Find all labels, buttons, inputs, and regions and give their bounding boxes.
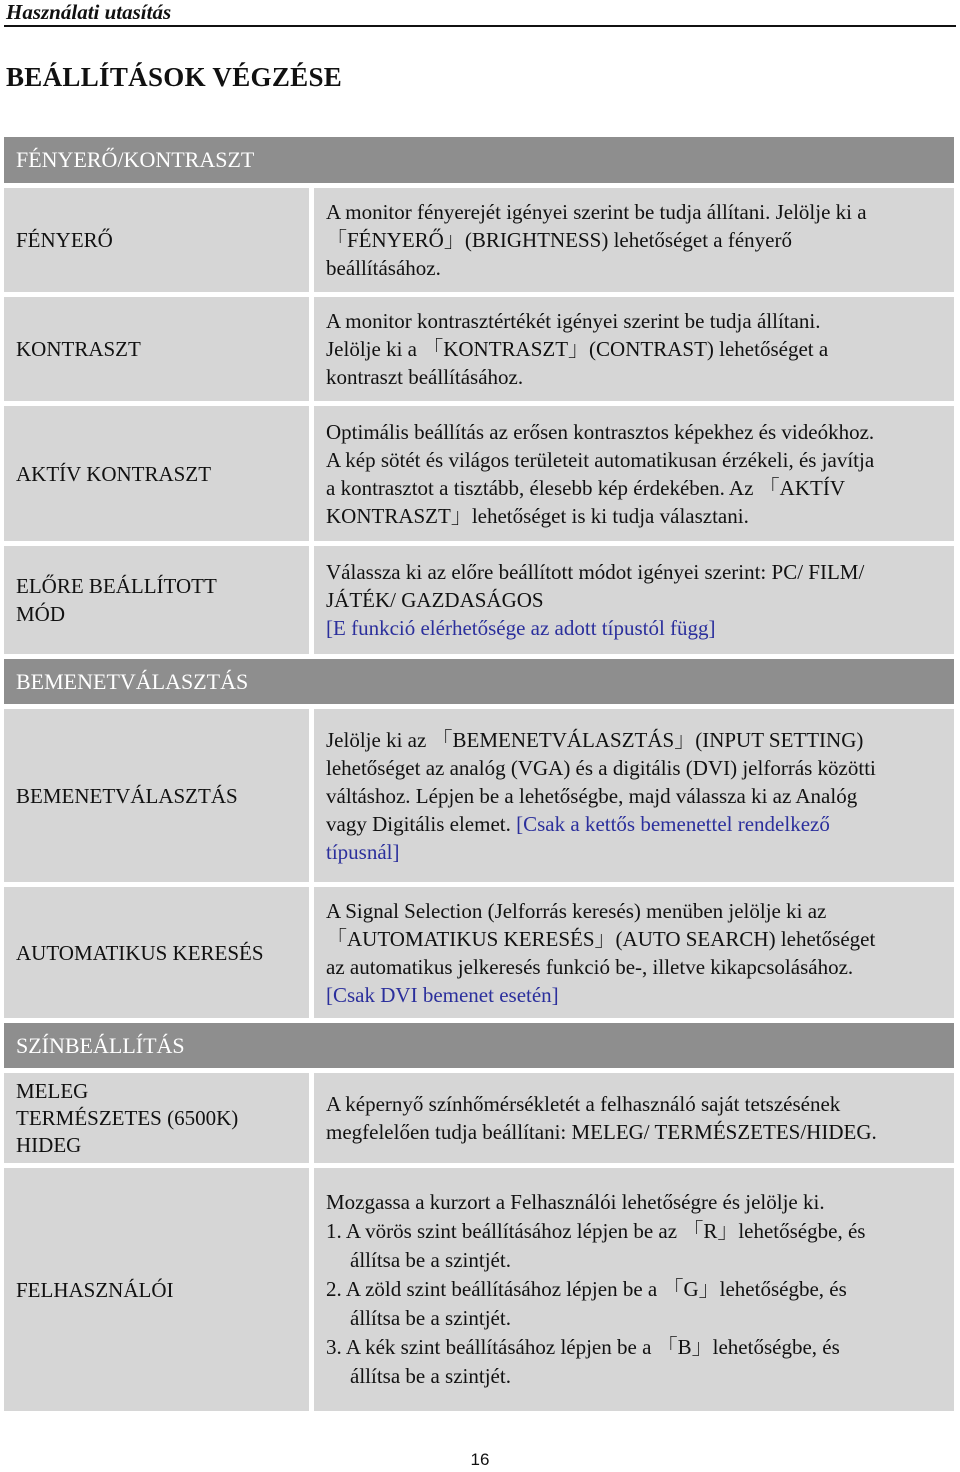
- row-label-color-temp: [4, 1073, 309, 1163]
- availability-note: [Csak a kettős bemenettel rendelkező: [516, 811, 830, 836]
- section-header-brightness-contrast: [4, 137, 954, 183]
- desc-line: Válassza ki az előre beállított módot igényei szerint: PC/ FILM/: [326, 560, 865, 584]
- page-title: BEÁLLÍTÁSOK VÉGZÉSE: [6, 62, 343, 92]
- row-label-text: AKTÍV KONTRASZT: [16, 461, 212, 486]
- desc-line: megfelelően tudja beállítani: MELEG/ TERMÉSZETES/HIDEG.: [326, 1120, 877, 1144]
- desc-line: kontraszt beállításához.: [326, 365, 524, 389]
- row-desc-auto-search: [314, 887, 954, 1018]
- desc-line: állítsa be a szintjét.: [350, 1248, 511, 1272]
- row-label-text: FÉNYERŐ: [16, 228, 113, 252]
- desc-line: váltáshoz. Lépjen be a lehetőségbe, majd válassza ki az Analóg: [326, 783, 858, 808]
- desc-line: állítsa be a szintjét.: [350, 1306, 511, 1330]
- row-desc-contrast: [314, 297, 954, 401]
- desc-line: 3. A kék szint beállításához lépjen be a 「B」lehetőségbe, és: [326, 1335, 840, 1359]
- desc-line: 「FÉNYERŐ」(BRIGHTNESS) lehetőséget a fényerő: [326, 228, 792, 252]
- desc-line: JÁTÉK/ GAZDASÁGOS: [326, 588, 544, 612]
- row-label-user: [4, 1168, 309, 1411]
- desc-line: a kontrasztot a tisztább, élesebb kép érdekében. Az 「AKTÍV: [326, 475, 845, 500]
- row-desc-brightness: [314, 188, 954, 292]
- row-label-text: HIDEG: [16, 1132, 82, 1157]
- desc-text: vagy Digitális elemet.: [326, 811, 517, 836]
- desc-line: az automatikus jelkeresés funkció be-, illetve kikapcsolásához.: [326, 954, 854, 979]
- row-label-text: KONTRASZT: [16, 337, 141, 361]
- desc-line: 2. A zöld szint beállításához lépjen be a 「G」lehetőségbe, és: [326, 1277, 847, 1301]
- row-label-input-select: [4, 709, 309, 882]
- desc-line: KONTRASZT」lehetőséget is ki tudja választani.: [326, 503, 749, 528]
- row-label-text: MELEG: [16, 1078, 89, 1103]
- desc-line: Optimális beállítás az erősen kontrasztos képekhez és videókhoz.: [326, 419, 875, 444]
- row-label-text: MÓD: [16, 602, 66, 626]
- row-desc-user: [314, 1168, 954, 1411]
- section-title: BEMENETVÁLASZTÁS: [16, 668, 249, 694]
- desc-line: 「AUTOMATIKUS KERESÉS」(AUTO SEARCH) lehetőséget: [326, 926, 876, 951]
- row-label-contrast: [4, 297, 309, 401]
- row-label-text: BEMENETVÁLASZTÁS: [16, 783, 238, 808]
- row-label-preset-mode: [4, 546, 309, 654]
- header-title: Használati utasítás: [6, 0, 172, 24]
- desc-line: A monitor kontrasztértékét igényei szerint be tudja állítani.: [326, 309, 821, 333]
- desc-line: lehetőséget az analóg (VGA) és a digitális (DVI) jelforrás közötti: [326, 755, 876, 780]
- availability-note: [Csak DVI bemenet esetén]: [326, 982, 559, 1007]
- desc-line: beállításához.: [326, 256, 441, 280]
- desc-line: Jelölje ki a 「KONTRASZT」(CONTRAST) lehetőséget a: [326, 337, 829, 361]
- page-number: 16: [470, 1450, 490, 1469]
- desc-line: A monitor fényerejét igényei szerint be tudja állítani. Jelölje ki a: [326, 200, 867, 224]
- row-label-text: TERMÉSZETES (6500K): [16, 1105, 239, 1130]
- row-desc-active-contrast: [314, 406, 954, 541]
- row-label-text: ELŐRE BEÁLLÍTOTT: [16, 574, 217, 598]
- section-header-input: [4, 659, 954, 704]
- section-title: FÉNYERŐ/KONTRASZT: [16, 147, 255, 172]
- section-header-color: [4, 1023, 954, 1068]
- header-rule: [4, 25, 956, 27]
- row-label-text: FELHASZNÁLÓI: [16, 1277, 174, 1302]
- desc-line: 1. A vörös szint beállításához lépjen be az 「R」lehetőségbe, és: [326, 1219, 866, 1243]
- desc-line: A kép sötét és világos területeit automatikusan érzékeli, és javítja: [326, 447, 875, 472]
- row-label-brightness: [4, 188, 309, 292]
- desc-line: [326, 810, 944, 838]
- row-label-text: AUTOMATIKUS KERESÉS: [16, 940, 264, 965]
- section-title: SZÍNBEÁLLÍTÁS: [16, 1032, 185, 1058]
- desc-line: A képernyő színhőmérsékletét a felhasználó saját tetszésének: [326, 1092, 841, 1116]
- desc-line: A Signal Selection (Jelforrás keresés) menüben jelölje ki az: [326, 898, 827, 923]
- availability-note: [E funkció elérhetősége az adott típustól függ]: [326, 616, 716, 640]
- desc-line: állítsa be a szintjét.: [350, 1364, 511, 1388]
- availability-note: típusnál]: [326, 839, 400, 864]
- row-desc-preset-mode: [314, 546, 954, 654]
- desc-line: Jelölje ki az 「BEMENETVÁLASZTÁS」(INPUT SETTING): [326, 727, 864, 752]
- desc-line: Mozgassa a kurzort a Felhasználói lehetőségre és jelölje ki.: [326, 1190, 825, 1214]
- row-desc-input-select: [314, 709, 954, 882]
- row-label-active-contrast: [4, 406, 309, 541]
- row-desc-color-temp: [314, 1073, 954, 1163]
- row-label-auto-search: [4, 887, 309, 1018]
